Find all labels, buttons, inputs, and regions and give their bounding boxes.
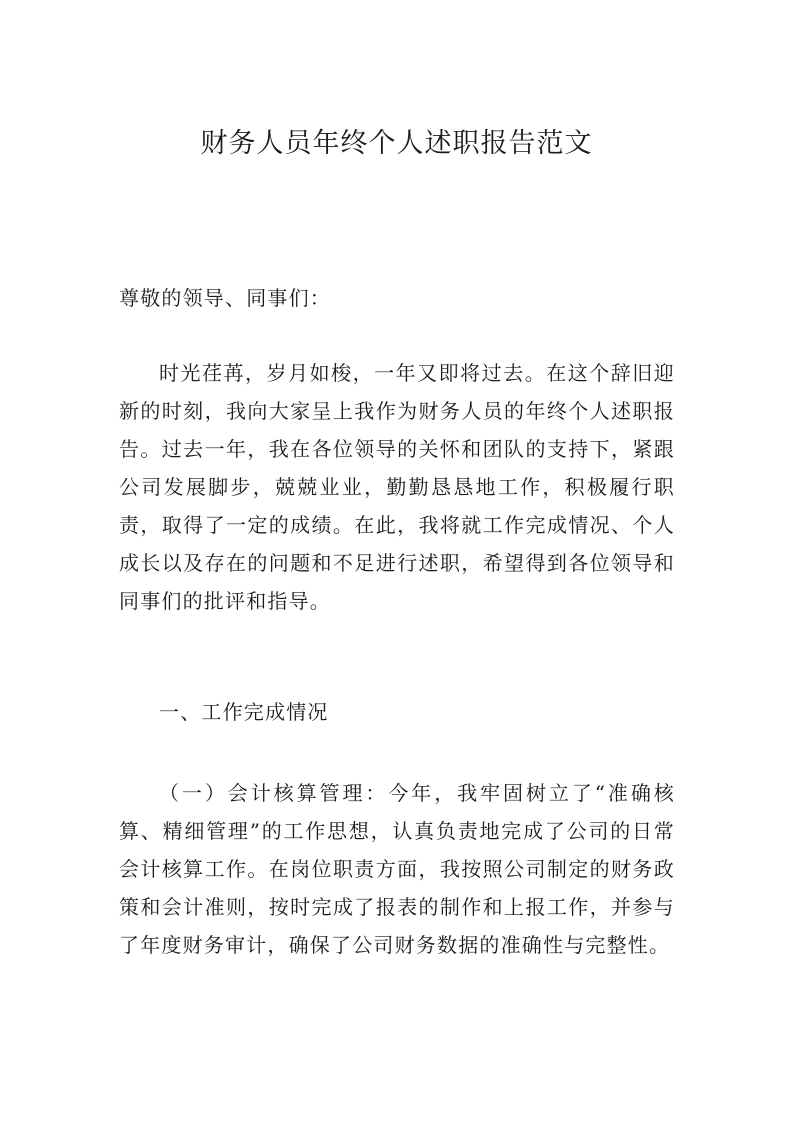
intro-paragraph: 时光荏苒，岁月如梭，一年又即将过去。在这个辞旧迎新的时刻，我向大家呈上我作为财务人员的年终个人述职报告。过去一年，我在各位领导的关怀和团队的支持下，紧跟公司发展脚步，兢兢业业，勤勤恳恳地工作，积极履行职责，取得了一定的成绩。在此，我将就工作完成情况、个人成长以及存在的问题和不足进行述职，希望得到各位领导和同事们的批评和指导。 bbox=[119, 361, 675, 613]
greeting-line: 尊敬的领导、同事们： bbox=[119, 286, 331, 310]
section-heading: 一、工作完成情况 bbox=[159, 700, 329, 724]
document-title: 财务人员年终个人述职报告范文 bbox=[200, 128, 593, 159]
section-paragraph: （一）会计核算管理：今年，我牢固树立了“准确核算、精细管理”的工作思想，认真负责地完成了公司的日常会计核算工作。在岗位职责方面，我按照公司制定的财务政策和会计准则，按时完成了报表的制作和上报工作，并参与了年度财务审计，确保了公司财务数据的准确性与完整性。 bbox=[119, 781, 675, 957]
